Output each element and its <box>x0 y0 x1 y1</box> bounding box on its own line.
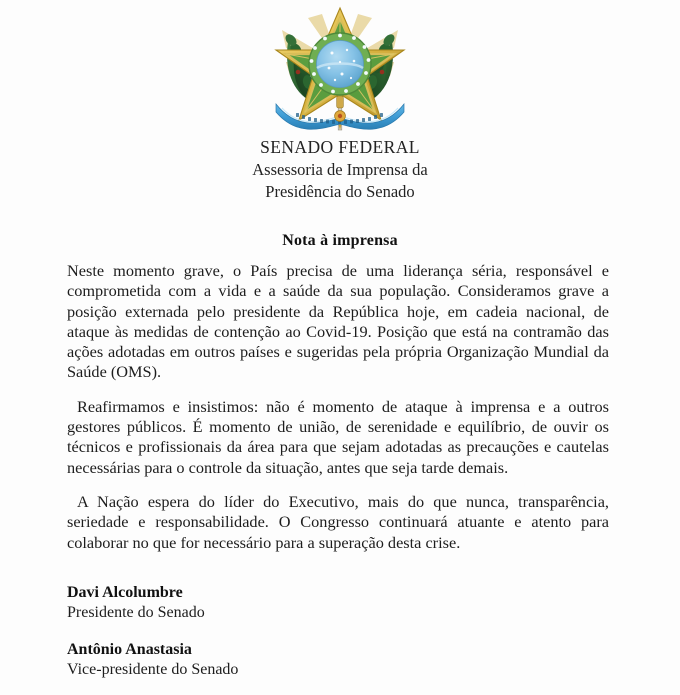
signature-entry <box>67 583 467 623</box>
signatory-role: Vice-presidente do Senado <box>67 661 239 678</box>
organization-subtitle-line1: Assessoria de Imprensa da <box>252 160 428 180</box>
signature-entry <box>67 640 467 680</box>
emblem-container <box>0 6 680 138</box>
signatory-name: Davi Alcolumbre <box>67 584 183 601</box>
paragraph-3: A Nação espera do líder do Executivo, mais do que nunca, transparência, seriedade e responsabilidade. O Congresso continuará atuante e atento para colaborar no que for necessário para a superação desta crise. <box>67 491 609 552</box>
paragraph-1: Neste momento grave, o País precisa de uma liderança séria, responsável e comprometida com a vida e a saúde da sua população. Consideramos grave a posição externada pelo presidente da República hoje, em cadeia nacional, de ataque às medidas de contenção ao Covid-19. Posição que está na contramão das ações adotadas em outros países e sugeridas pela própria Organização Mundial da Saúde (OMS). <box>67 261 609 382</box>
signatory-role: Presidente do Senado <box>67 604 205 621</box>
page-title: Nota à imprensa <box>282 232 398 249</box>
paragraph-2: Reafirmamos e insistimos: não é momento de ataque à imprensa e a outros gestores públicos. É momento de união, de serenidade e equilíbrio, de ouvir os técnicos e profissionais da área para que sejam adotadas as precauções e cautelas necessárias para o controle da situação, antes que seja tarde demais. <box>67 396 609 477</box>
brazil-coat-of-arms-icon <box>272 6 408 138</box>
letterhead <box>0 136 680 203</box>
document-body <box>67 261 609 553</box>
organization-subtitle-line2: Presidência do Senado <box>265 181 415 201</box>
signature-block <box>67 583 467 680</box>
organization-name: SENADO FEDERAL <box>260 137 420 157</box>
signatory-name: Antônio Anastasia <box>67 641 192 658</box>
